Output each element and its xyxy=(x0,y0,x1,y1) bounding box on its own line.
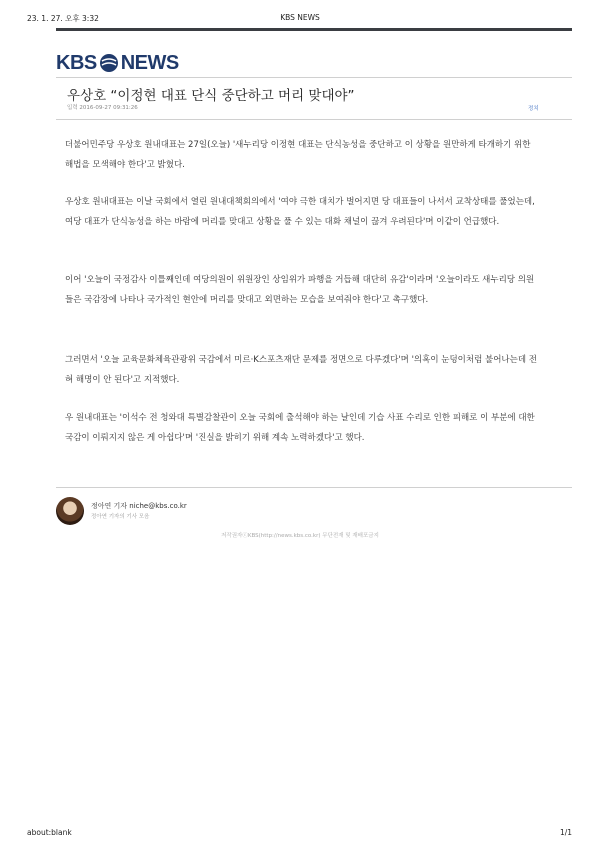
article-paragraph: 우 원내대표는 '이석수 전 청와대 특별감찰관이 오늘 국회에 출석해야 하는 날인데 기습 사표 수리로 인한 피해로 이 부분에 대한 국감이 이뤄지지 않은 게 아쉽다'며 '진실을 밝히기 위해 계속 노력하겠다'고 했다. xyxy=(65,413,535,443)
article-paragraph: 우상호 원내대표는 이날 국회에서 열린 원내대책회의에서 '여야 극한 대치가 벌어지면 당 대표들이 나서서 교착상태를 풀었는데, 여당 대표가 단식농성을 하는 바람에 머리를 맞대고 상황을 풀 수 있는 대화 채널이 끊겨 우려된다'며 이같이 언급했다. xyxy=(65,197,535,227)
divider xyxy=(56,77,572,78)
logo-text-news: NEWS xyxy=(120,51,179,74)
author-avatar xyxy=(56,497,84,525)
top-bar xyxy=(56,28,572,31)
print-datetime: 23. 1. 27. 오후 3:32 xyxy=(27,14,99,23)
author-byline[interactable]: 정아연 기자 niche@kbs.co.kr xyxy=(91,502,187,510)
article-headline: 우상호 “이정현 대표 단식 중단하고 머리 맞대야” xyxy=(67,88,355,104)
copyright-notice: 저작권자ⓒKBS(http://news.kbs.co.kr) 무단전재 및 재배포금지 xyxy=(221,533,379,539)
divider xyxy=(56,487,572,488)
published-date: 입력 2016-09-27 09:31:26 xyxy=(67,105,138,111)
section-link[interactable]: 정치 xyxy=(528,106,539,112)
article-paragraph: 이어 '오늘이 국정감사 이틀째인데 여당의원이 위원장인 상임위가 파행을 거듭해 대단히 유감'이라며 '오늘이라도 새누리당 의원들은 국감장에 나타나 국가적인 현안에 머리를 맞대고 외면하는 모습을 보여줘야 한다'고 촉구했다. xyxy=(65,275,535,305)
divider xyxy=(56,119,572,120)
article-paragraph: 더불어민주당 우상호 원내대표는 27일(오늘) '새누리당 이정현 대표는 단식농성을 중단하고 이 상황을 원만하게 타개하기 위한 해법을 모색해야 한다'고 밝혔다. xyxy=(65,140,531,170)
author-articles-link[interactable]: 정아연 기자의 기사 모음 xyxy=(91,514,150,520)
print-site-title: KBS NEWS xyxy=(280,13,320,22)
article-paragraph: 그러면서 '오늘 교육문화체육관광위 국감에서 미르·K스포츠재단 문제를 정면으로 다루겠다'며 '의혹이 눈덩이처럼 불어나는데 전혀 해명이 안 된다'고 지적했다. xyxy=(65,355,537,385)
logo-text-kbs: KBS xyxy=(56,51,97,74)
print-url: about:blank xyxy=(27,828,72,837)
kbs-news-logo[interactable] xyxy=(56,52,179,74)
print-page-number: 1/1 xyxy=(560,828,573,837)
kbs-emblem-icon xyxy=(99,53,119,73)
